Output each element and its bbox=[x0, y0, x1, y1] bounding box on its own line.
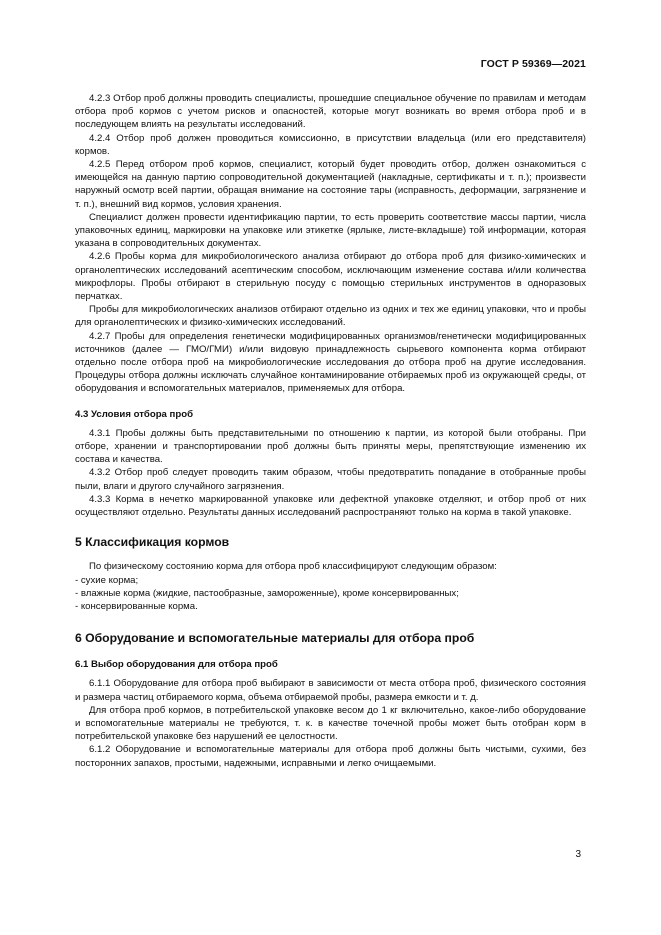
paragraph-4-2-5: 4.2.5 Перед отбором проб кормов, специалист, который будет проводить отбор, должен ознакомиться с имеющейся на данную партию сопроводительной документацией (накладные, сертификаты и т. п.); произвести наружный осмотр всей партии, обращая внимание на состояние тары (исправность, деформации, загрязнение и т. п.), внешний вид кормов, условия хранения. bbox=[75, 159, 586, 210]
paragraph-4-3-3: 4.3.3 Корма в нечетко маркированной упаковке или дефектной упаковке отделяют, и отбор проб от них осуществляют отдельно. Результаты данных исследований распространяют только на корма в такой упаковке. bbox=[75, 493, 586, 519]
paragraph-identification: Специалист должен провести идентификацию партии, то есть проверить соответствие массы партии, числа упаковочных единиц, маркировки на упаковке или этикетке (ярлыке, листе-вкладыше) той информации, которая указана в сопроводительных документах. bbox=[75, 211, 586, 250]
paragraph-microbiology: Пробы для микробиологических анализов отбирают отдельно из одних и тех же единиц упаковки, что и пробы для органолептических и физико-химических исследований. bbox=[75, 304, 586, 329]
list-item: - консервированные корма. bbox=[75, 600, 198, 612]
paragraph-6-1-2: 6.1.2 Оборудование и вспомогательные материалы для отбора проб должны быть чистыми, сухими, без посторонних запахов, простыми, надежными, исправными и легко очищаемыми. bbox=[75, 744, 586, 769]
paragraph-4-3-1: 4.3.1 Пробы должны быть представительными по отношению к партии, из которой были отобраны. При отборе, хранении и транспортировании проб должны быть приняты меры, препятствующие изменению их состава и качества. bbox=[75, 427, 586, 466]
paragraph-6-1-1: 6.1.1 Оборудование для отбора проб выбирают в зависимости от места отбора проб, физического состояния и размера частиц отбираемого корма, объема отбираемой пробы, размера емкости и т. д. bbox=[75, 678, 586, 703]
subsection-title-6-1: 6.1 Выбор оборудования для отбора проб bbox=[75, 659, 278, 671]
section-5-intro: По физическому состоянию корма для отбора проб классифицируют следующим образом: bbox=[89, 561, 497, 573]
subsection-title-4-3: 4.3 Условия отбора проб bbox=[75, 408, 193, 420]
document-body bbox=[75, 92, 586, 770]
paragraph-4-2-3: 4.2.3 Отбор проб должны проводить специалисты, прошедшие специальное обучение по правилам и методам отбора проб кормов с учетом рисков и опасностей, которые могут возникать во время отбора проб и в последующем влиять на результаты исследований. bbox=[75, 93, 586, 131]
paragraph-consumer-packaging: Для отбора проб кормов, в потребительской упаковке весом до 1 кг включительно, какое-либо оборудование и вспомогательные материалы не требуются, т. к. в качестве точечной пробы может быть отобран корм в потребительской упаковке без нарушений ее целостности. bbox=[75, 704, 586, 743]
page-number: 3 bbox=[575, 849, 581, 860]
paragraph-4-2-4: 4.2.4 Отбор проб должен проводиться комиссионно, в присутствии владельца (или его представителя) кормов. bbox=[75, 132, 586, 157]
list-item: - влажные корма (жидкие, пастообразные, замороженные), кроме консервированных; bbox=[75, 587, 459, 599]
paragraph-4-3-2: 4.3.2 Отбор проб следует проводить таким образом, чтобы предотвратить попадание в отобранные пробы пыли, влаги и другого случайного загрязнения. bbox=[75, 467, 586, 492]
list-item: - сухие корма; bbox=[75, 574, 139, 586]
paragraph-4-2-7: 4.2.7 Пробы для определения генетически модифицированных организмов/генетически модифицированных источников (далее — ГМО/ГМИ) и/или видовую принадлежность сырьевого компонента корма отбирают отдельно после отбора проб на микробиологические исследования до отбора проб на другие исследования. Процедуры отбора должны исключать случайное контаминирование отбираемых проб из окружающей среды, от оборудования и вспомогательных материалов, применяемых для отбора. bbox=[75, 330, 586, 395]
classification-list bbox=[75, 574, 586, 614]
section-title-5: 5 Классификация кормов bbox=[75, 535, 230, 550]
standard-number: ГОСТ Р 59369—2021 bbox=[480, 58, 586, 70]
paragraph-4-2-6: 4.2.6 Пробы корма для микробиологического анализа отбирают до отбора проб для физико-химических и органолептических исследований асептическим способом, исключающим изменение состава и/или количества микрофлоры. Пробы отбирают в стерильную посуду с помощью стерильных инструментов в одноразовых перчатках. bbox=[75, 251, 586, 303]
section-title-6: 6 Оборудование и вспомогательные материалы для отбора проб bbox=[75, 631, 475, 646]
